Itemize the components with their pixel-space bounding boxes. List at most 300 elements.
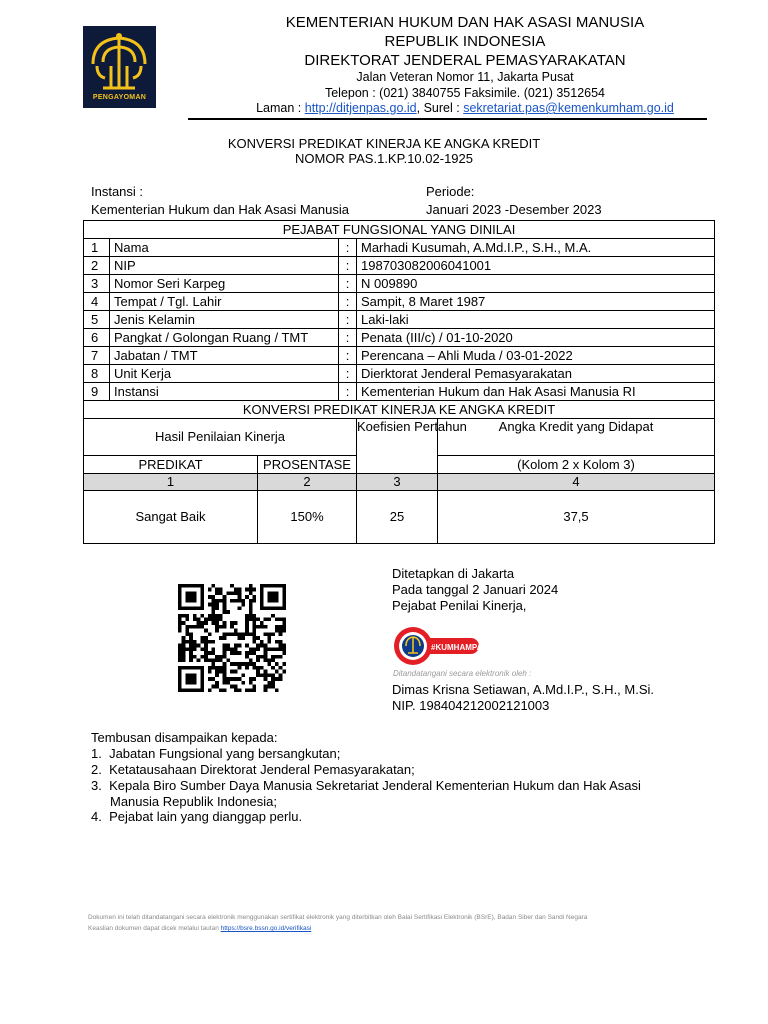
qr-module (178, 644, 182, 648)
qr-module (252, 625, 256, 629)
qr-module (264, 658, 268, 662)
row-separator: : (339, 257, 357, 275)
qr-module (223, 610, 227, 614)
qr-module (252, 632, 256, 636)
qr-module (208, 666, 212, 670)
pejabat-row (84, 257, 715, 275)
qr-module (223, 603, 227, 607)
qr-module (223, 595, 227, 599)
pejabat-row (84, 311, 715, 329)
qr-module (267, 632, 271, 636)
qr-module (223, 632, 227, 636)
qr-module (182, 658, 186, 662)
verify-link[interactable]: https://bsre.bssn.go.id/verifikasi (220, 925, 312, 932)
qr-module (208, 595, 212, 599)
pejabat-section-heading: PEJABAT FUNGSIONAL YANG DINILAI (84, 221, 715, 239)
row-value: 198703082006041001 (357, 257, 715, 275)
qr-module (271, 677, 275, 681)
qr-module (245, 644, 249, 648)
qr-module (271, 673, 275, 677)
qr-module (208, 688, 212, 692)
row-number: 3 (84, 275, 110, 293)
website-link[interactable]: http://ditjenpas.go.id (304, 101, 417, 115)
qr-module (234, 651, 238, 655)
qr-module (271, 647, 275, 651)
assessment-table (83, 220, 715, 544)
qr-module (204, 644, 208, 648)
qr-module (212, 662, 216, 666)
qr-module (185, 640, 189, 644)
footer-verify-line (88, 925, 311, 932)
pejabat-row (84, 347, 715, 365)
qr-module (182, 640, 186, 644)
qr-module (234, 632, 238, 636)
qr-module (267, 640, 271, 644)
qr-module (223, 673, 227, 677)
qr-module (249, 610, 253, 614)
qr-module (212, 618, 216, 622)
qr-module (212, 614, 216, 618)
qr-module (238, 591, 242, 595)
qr-module (267, 618, 271, 622)
qr-module (223, 599, 227, 603)
qr-module (215, 685, 219, 689)
qr-module (200, 655, 204, 659)
qr-module (260, 666, 264, 670)
item-number: 3. (91, 778, 102, 793)
qr-module (208, 640, 212, 644)
col-number: 1 (84, 474, 258, 491)
qr-module (264, 632, 268, 636)
qr-module (275, 647, 279, 651)
qr-module (275, 625, 279, 629)
qr-module (200, 640, 204, 644)
qr-module (267, 673, 271, 677)
qr-module (245, 621, 249, 625)
qr-module (245, 588, 249, 592)
qr-module (256, 670, 260, 674)
row-value: N 009890 (357, 275, 715, 293)
qr-module (234, 670, 238, 674)
qr-module (275, 677, 279, 681)
pejabat-rows (84, 239, 715, 401)
qr-module (212, 666, 216, 670)
qr-module (204, 618, 208, 622)
qr-module (219, 688, 223, 692)
qr-module (226, 658, 230, 662)
qr-module (226, 677, 230, 681)
qr-finder-module (185, 673, 196, 684)
qr-module (212, 621, 216, 625)
qr-module (197, 625, 201, 629)
qr-module (185, 647, 189, 651)
qr-module (252, 685, 256, 689)
qr-module (208, 677, 212, 681)
qr-module (219, 599, 223, 603)
hasil-header: Hasil Penilaian Kinerja (84, 419, 357, 456)
qr-module (212, 658, 216, 662)
qr-module (238, 644, 242, 648)
row-value: Kementerian Hukum dan Hak Asasi Manusia RI (357, 383, 715, 401)
qr-module (279, 632, 283, 636)
sign-role: Pejabat Penilai Kinerja, (392, 598, 527, 613)
item-number: 1. (91, 746, 102, 761)
qr-module (249, 658, 253, 662)
qr-module (212, 640, 216, 644)
qr-module (241, 632, 245, 636)
qr-module (245, 614, 249, 618)
qr-module (212, 677, 216, 681)
qr-module (223, 688, 227, 692)
qr-module (252, 666, 256, 670)
qr-module (252, 636, 256, 640)
qr-module (256, 666, 260, 670)
qr-module (208, 670, 212, 674)
row-value: Sampit, 8 Maret 1987 (357, 293, 715, 311)
qr-module (238, 666, 242, 670)
qr-module (204, 629, 208, 633)
qr-module (178, 618, 182, 622)
qr-module (238, 588, 242, 592)
qr-module (241, 636, 245, 640)
qr-module (223, 681, 227, 685)
qr-module (212, 685, 216, 689)
qr-module (208, 614, 212, 618)
qr-module (189, 625, 193, 629)
qr-module (223, 655, 227, 659)
qr-module (256, 673, 260, 677)
qr-module (215, 670, 219, 674)
qr-module (279, 640, 283, 644)
tembusan-item (91, 778, 641, 793)
tembusan-item (91, 762, 415, 777)
qr-module (215, 658, 219, 662)
qr-module (182, 647, 186, 651)
header-divider (188, 118, 707, 120)
qr-module (238, 632, 242, 636)
row-label: Tempat / Tgl. Lahir (110, 293, 339, 311)
qr-module (189, 636, 193, 640)
qr-module (212, 603, 216, 607)
row-value: Dierktorat Jenderal Pemasyarakatan (357, 365, 715, 383)
qr-module (279, 644, 283, 648)
angka-kredit-value: 37,5 (438, 491, 715, 544)
row-separator: : (339, 239, 357, 257)
qr-module (260, 673, 264, 677)
qr-module (256, 618, 260, 622)
instansi-label: Instansi : (91, 184, 144, 199)
qr-module (200, 625, 204, 629)
qr-module (271, 681, 275, 685)
instansi-value: Kementerian Hukum dan Hak Asasi Manusia (91, 202, 349, 217)
item-text: Pejabat lain yang dianggap perlu. (109, 809, 303, 824)
qr-module (215, 603, 219, 607)
qr-module (193, 644, 197, 648)
row-separator: : (339, 347, 357, 365)
pejabat-section-row (84, 221, 715, 239)
qr-module (279, 629, 283, 633)
row-number: 5 (84, 311, 110, 329)
qr-module (249, 603, 253, 607)
qr-module (249, 618, 253, 622)
row-label: Pangkat / Golongan Ruang / TMT (110, 329, 339, 347)
qr-module (178, 625, 182, 629)
qr-module (223, 625, 227, 629)
qr-module (230, 685, 234, 689)
prosentase-header: PROSENTASE (258, 455, 357, 473)
qr-module (215, 618, 219, 622)
pejabat-row (84, 239, 715, 257)
qr-module (230, 662, 234, 666)
qr-module (178, 655, 182, 659)
qr-module (275, 670, 279, 674)
qr-module (245, 632, 249, 636)
qr-module (204, 621, 208, 625)
qr-module (238, 636, 242, 640)
qr-module (182, 644, 186, 648)
qr-module (249, 606, 253, 610)
qr-module (223, 670, 227, 674)
document-number: NOMOR PAS.1.KP.10.02-1925 (294, 151, 473, 166)
row-separator: : (339, 383, 357, 401)
qr-module (178, 647, 182, 651)
row-separator: : (339, 311, 357, 329)
qr-module (215, 614, 219, 618)
ministry-name: KEMENTERIAN HUKUM DAN HAK ASASI MANUSIA (285, 14, 645, 31)
item-text: Jabatan Fungsional yang bersangkutan; (109, 746, 341, 761)
phone-fax: Telepon : (021) 3840755 Faksimile. (021) 3512654 (324, 86, 606, 100)
qr-module (200, 614, 204, 618)
qr-module (245, 595, 249, 599)
qr-module (256, 655, 260, 659)
qr-module (223, 644, 227, 648)
qr-module (223, 666, 227, 670)
qr-module (241, 599, 245, 603)
qr-module (264, 673, 268, 677)
qr-module (249, 662, 253, 666)
qr-module (252, 629, 256, 633)
qr-module (238, 595, 242, 599)
qr-module (223, 621, 227, 625)
qr-module (219, 658, 223, 662)
row-value: Penata (III/c) / 01-10-2020 (357, 329, 715, 347)
qr-module (204, 655, 208, 659)
document-title: KONVERSI PREDIKAT KINERJA KE ANGKA KREDIT (227, 136, 541, 151)
item-number: 4. (91, 809, 102, 824)
qr-module (219, 618, 223, 622)
qr-module (279, 625, 283, 629)
qr-module (189, 658, 193, 662)
item-text: Ketatausahaan Direktorat Jenderal Pemasyarakatan; (109, 762, 415, 777)
email-link[interactable]: sekretariat.pas@kemenkumham.go.id (463, 101, 674, 115)
row-separator: : (339, 293, 357, 311)
qr-module (282, 629, 286, 633)
qr-module (249, 591, 253, 595)
row-number: 8 (84, 365, 110, 383)
row-number: 9 (84, 383, 110, 401)
qr-module (189, 640, 193, 644)
qr-module (267, 685, 271, 689)
qr-module (226, 647, 230, 651)
qr-module (197, 618, 201, 622)
row-value: Marhadi Kusumah, A.Md.I.P., S.H., M.A. (357, 239, 715, 257)
qr-module (230, 647, 234, 651)
qr-module (219, 655, 223, 659)
qr-module (275, 662, 279, 666)
qr-module (215, 681, 219, 685)
qr-module (204, 651, 208, 655)
qr-module (230, 625, 234, 629)
qr-module (234, 629, 238, 633)
qr-module (279, 677, 283, 681)
col-number: 2 (258, 474, 357, 491)
qr-module (249, 688, 253, 692)
qr-module (193, 655, 197, 659)
qr-module (238, 677, 242, 681)
qr-module (245, 662, 249, 666)
qr-module (282, 644, 286, 648)
qr-module (230, 621, 234, 625)
row-label: Nama (110, 239, 339, 257)
row-value: Laki-laki (357, 311, 715, 329)
sign-place: Ditetapkan di Jakarta (392, 566, 515, 581)
qr-module (267, 681, 271, 685)
qr-module (252, 614, 256, 618)
qr-module (219, 625, 223, 629)
qr-module (279, 647, 283, 651)
qr-module (264, 625, 268, 629)
qr-module (200, 647, 204, 651)
footer-verify-label: Keaslian dokumen dapat dicek melalui tautan (88, 925, 221, 932)
qr-module (197, 644, 201, 648)
qr-module (189, 644, 193, 648)
pejabat-row (84, 293, 715, 311)
qr-module (230, 591, 234, 595)
qr-module (264, 688, 268, 692)
laman-label: Laman : (256, 101, 305, 115)
qr-module (223, 647, 227, 651)
qr-module (264, 685, 268, 689)
qr-module (282, 647, 286, 651)
qr-module (193, 647, 197, 651)
qr-module (230, 599, 234, 603)
qr-module (271, 632, 275, 636)
signer-nip: NIP. 198404212002121003 (392, 698, 550, 713)
qr-module (185, 632, 189, 636)
qr-module (245, 625, 249, 629)
qr-module (245, 655, 249, 659)
qr-module (282, 625, 286, 629)
qr-module (282, 670, 286, 674)
qr-module (215, 621, 219, 625)
item-number: 2. (91, 762, 102, 777)
angka-kredit-header: Angka Kredit yang Didapat (438, 419, 715, 456)
qr-module (241, 673, 245, 677)
qr-module (256, 636, 260, 640)
qr-module (226, 644, 230, 648)
qr-module (215, 625, 219, 629)
qr-module (267, 647, 271, 651)
qr-module (260, 640, 264, 644)
row-label: Unit Kerja (110, 365, 339, 383)
qr-module (271, 658, 275, 662)
qr-module (182, 636, 186, 640)
qr-module (279, 666, 283, 670)
qr-module (215, 588, 219, 592)
qr-module (282, 651, 286, 655)
qr-module (282, 662, 286, 666)
predikat-header: PREDIKAT (84, 455, 258, 473)
qr-module (275, 618, 279, 622)
qr-module (238, 662, 242, 666)
qr-module (185, 629, 189, 633)
qr-module (219, 636, 223, 640)
qr-module (215, 666, 219, 670)
esign-note: Ditandatangani secara elektronik oleh : (393, 669, 532, 678)
qr-module (193, 625, 197, 629)
surel-label: , Surel : (416, 101, 464, 115)
footer-bsre-note: Dokumen ini telah ditandatangani secara elektronik menggunakan sertifikat elektronik yang diterbitkan oleh Balai Sertifikasi Elektronik (BSrE), Badan Siber dan Sandi Negara (88, 914, 588, 921)
qr-module (234, 599, 238, 603)
qr-module (208, 658, 212, 662)
qr-module (212, 610, 216, 614)
qr-module (264, 647, 268, 651)
qr-module (178, 614, 182, 618)
qr-module (230, 677, 234, 681)
row-label: Jabatan / TMT (110, 347, 339, 365)
qr-module (178, 658, 182, 662)
qr-module (230, 670, 234, 674)
qr-module (256, 658, 260, 662)
qr-module (256, 644, 260, 648)
qr-module (208, 588, 212, 592)
row-number: 7 (84, 347, 110, 365)
contact-line (180, 101, 750, 115)
tembusan-intro: Tembusan disampaikan kepada: (91, 730, 278, 745)
qr-module (271, 614, 275, 618)
periode-value: Januari 2023 -Desember 2023 (426, 202, 602, 217)
konversi-value-row (84, 491, 715, 544)
qr-module (252, 688, 256, 692)
qr-module (226, 610, 230, 614)
qr-module (238, 651, 242, 655)
qr-module (252, 595, 256, 599)
qr-module (212, 606, 216, 610)
row-number: 4 (84, 293, 110, 311)
qr-module (245, 651, 249, 655)
qr-module (264, 644, 268, 648)
qr-module (234, 662, 238, 666)
qr-module (219, 614, 223, 618)
periode-label: Periode: (426, 184, 475, 199)
qr-module (215, 599, 219, 603)
qr-module (252, 588, 256, 592)
qr-code[interactable] (175, 584, 289, 692)
qr-module (260, 655, 264, 659)
tembusan-item (91, 809, 302, 824)
qr-module (223, 651, 227, 655)
qr-module (197, 658, 201, 662)
tembusan-item-continuation: Manusia Republik Indonesia; (110, 794, 277, 809)
qr-module (230, 584, 234, 588)
qr-module (204, 658, 208, 662)
sign-date: Pada tanggal 2 Januari 2024 (392, 582, 559, 597)
qr-module (264, 677, 268, 681)
qr-module (264, 651, 268, 655)
qr-module (275, 655, 279, 659)
qr-module (249, 632, 253, 636)
qr-module (252, 621, 256, 625)
